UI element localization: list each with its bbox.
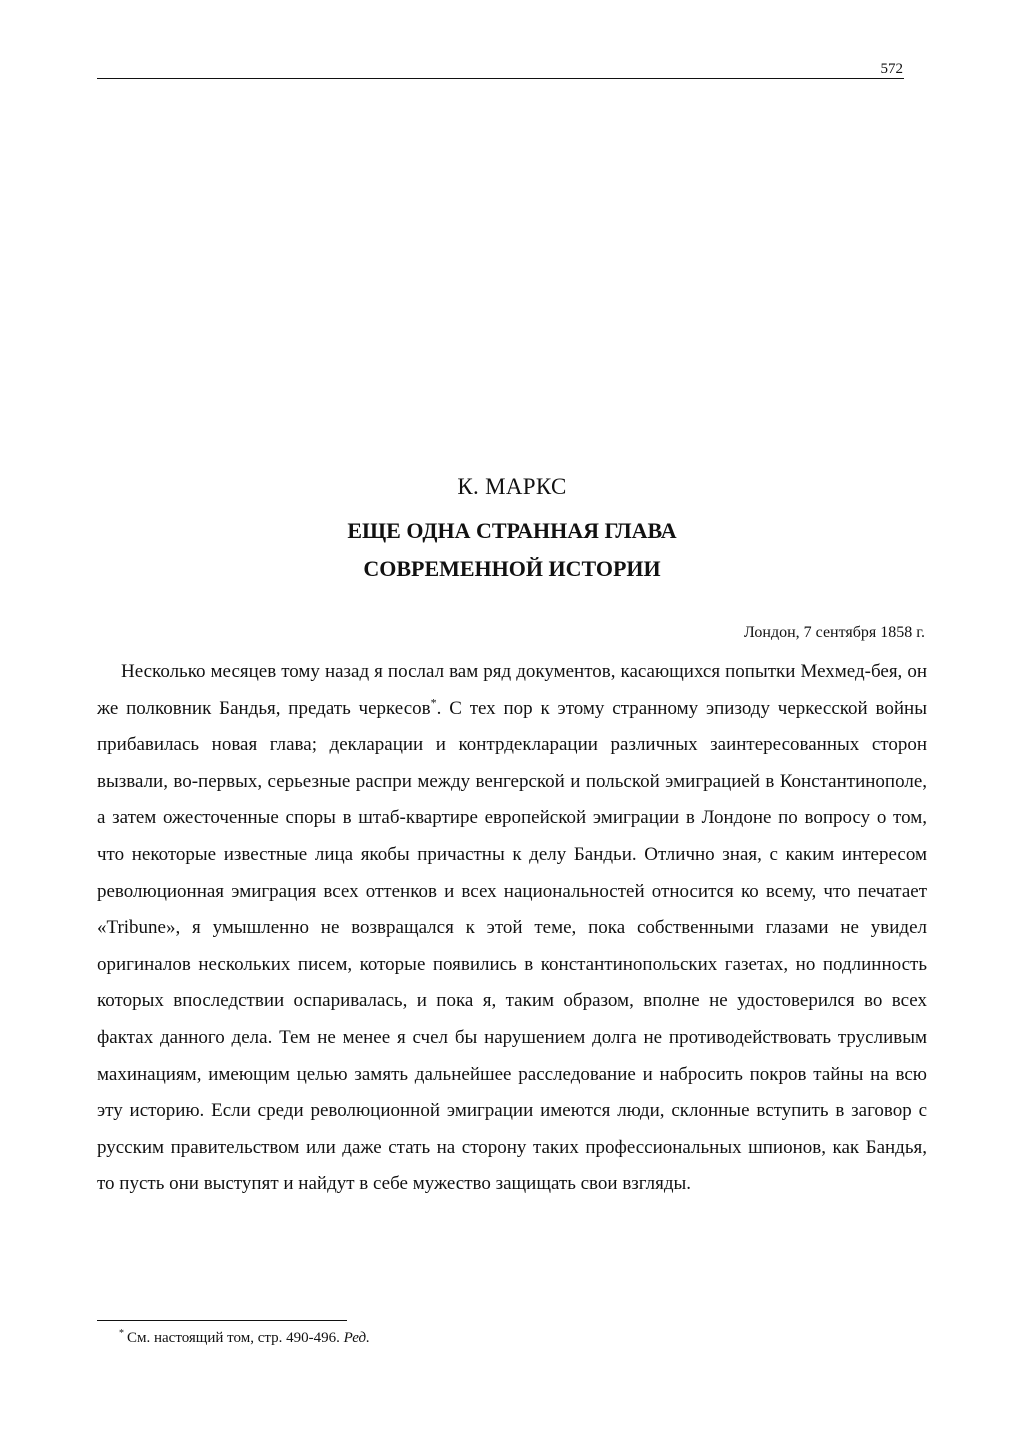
body-paragraph <box>97 654 927 1203</box>
dateline: Лондон, 7 сентября 1858 г. <box>743 624 925 641</box>
body-text-part-1: Несколько месяцев тому назад я послал вам ряд документов, касающихся попытки Мехмед-бея, он же полковник Бандья, предать черкесов <box>97 661 927 719</box>
footnote-marker: * <box>119 1328 124 1339</box>
author: К. МАРКС <box>457 474 567 499</box>
body-text-part-2: . С тех пор к этому странному эпизоду черкесской войны прибавилась новая глава; декларации и контрдекларации различных заинтересованных сторон вызвали, во-первых, серьезные распри между венгерской и польской эмиграцией в Константинополе, а затем ожесточенные споры в штаб-квартире европейской эмиграции в Лондоне по вопросу о том, что некоторые известные лица якобы причастны к делу Бандьи. Отлично зная, с каким интересом революционная эмиграция всех оттенков и всех национальностей относится ко всему, что печатает «Tribune», я умышленно не возвращался к этой теме, пока собственными глазами не увидел оригиналов нескольких писем, которые появились в константинопольских газетах, но подлинность которых впоследствии оспаривалась, и пока я, таким образом, вполне не удостоверился во всех фактах данного дела. Тем не менее я счел бы нарушением долга не противодействовать трусливым махинациям, имеющим целью замять дальнейшее расследование и набросить покров тайны на всю эту историю. Если среди революционной эмиграции имеются люди, склонные вступить в заговор с русским правительством или даже стать на сторону таких профессиональных шпионов, как Бандья, то пусть они выступят и найдут в себе мужество защищать свои взгляды. <box>97 697 927 1195</box>
page-number: 572 <box>880 61 903 77</box>
title-block <box>97 472 927 588</box>
footnote-text: См. настоящий том, стр. 490-496. <box>127 1330 340 1346</box>
article-title-line-1: ЕЩЕ ОДНА СТРАННАЯ ГЛАВА <box>347 518 677 543</box>
footnote <box>119 1328 370 1348</box>
article-title-line-2: СОВРЕМЕННОЙ ИСТОРИИ <box>363 556 661 581</box>
footnote-rule <box>97 1320 347 1321</box>
footnote-reference[interactable]: * <box>430 695 437 710</box>
header-rule <box>97 78 904 79</box>
footnote-editor-mark: Ред. <box>343 1330 370 1346</box>
